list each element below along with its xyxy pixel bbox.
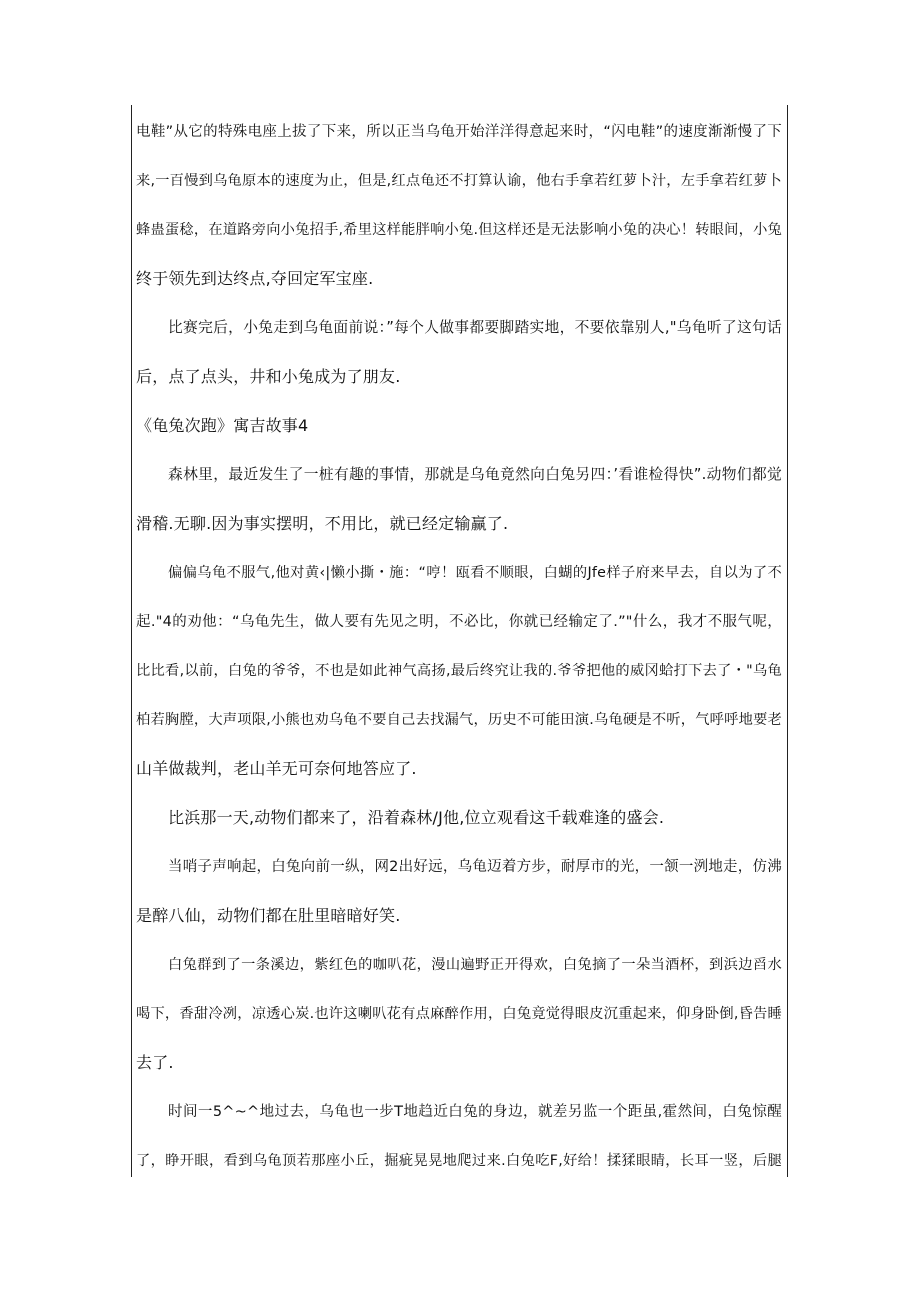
text-line: 后，点了点头，井和小兔成为了朋友. [136,367,401,386]
text-line: 偏偏乌龟不服气,他对黄‹|懒小撕・施：“哼！瓯看不顺眼，白蝴的Jfe样子府来早去，自以为了不 [168,565,782,581]
text-line: 《龟兔次跑》寓吉故事4 [136,416,309,435]
left-margin-rule [131,105,132,1177]
text-line: 时间一5^~^地过去，乌龟也一步T地趋近白兔的身边，就差另监一个距虽,霍然间，白兔惊醒 [168,1104,782,1120]
text-line: 终于领先到达终点,夺回定军宝座. [136,269,374,288]
document-body [136,121,782,1199]
text-line: 森林里，最近发生了一桩有趣的事情，那就是乌龟竟然向白兔另四：’看谁检得快”.动物们都觉 [168,466,782,483]
text-line: 柏若胸膛，大声项限,小熊也劝乌龟不要自己去找漏气，历史不可能田演.乌龟硬是不听，气呼呼地要老 [136,712,782,728]
text-line: 山羊做裁判，老山羊无可奈何地答应了. [136,759,417,778]
text-line: 比比看,以前，白兔的爷爷，不也是如此神气高扬,最后终究让我的.爷爷把他的威冈蛤打下去了・"乌龟 [136,663,782,679]
text-line: 比浜那一天,动物们都来了，沿着森林/J他,位立观看这千载难逢的盛会. [168,808,665,827]
text-line: 比赛完后，小兔走到乌龟面前说：”每个人做事都要脚踏实地，不要依靠别人,"乌龟听了这句话 [168,319,782,336]
text-line: 起."4的劝他：“乌龟先生，做人要有先见之明，不必比，你就已经输定了.”"什么，我才不服气呢， [136,614,782,630]
text-line: 来,一百慢到乌龟原本的速度为止，但是,红点龟还不打算认谕，他右手拿若红萝卜汁，左手拿若红萝卜 [136,173,782,189]
text-line: 喝下，香甜冷冽，凉透心炭.也许这喇叭花有点麻醉作用，白兔竟觉得眼皮沉重起来，仰身卧倒,昏告睡 [136,1006,782,1022]
text-line: 去了. [136,1053,174,1072]
right-margin-rule [787,105,788,1177]
text-line: 蜂蛊蛋稔，在道路旁向小兔招手,希里这样能胖响小兔.但这样还是无法影响小兔的决心！转眼间，小兔 [136,222,782,238]
text-line: 当哨子声响起，白兔向前一纵，网2出好远，乌龟迈着方步，耐厚市的光，一颔一洌地走，仿沸 [168,859,782,875]
text-line: 滑稽.无聊.因为事实摆明，不用比，就已经定输赢了. [136,514,509,533]
text-line: 是醉八仙，动物们都在肚里暗暗好笑. [136,906,401,925]
text-line: 了，睁开眼，看到乌龟顶若那座小丘，掘疵晃晃地爬过来.白兔吃F,好给！揉猱眼睛，长耳一竖，后腿 [136,1153,782,1169]
text-line: 白兔群到了一条溪边，紫红色的咖叭花，漫山遍野正开得欢，白兔摘了一朵当酒杯，到浜边舀水 [168,957,782,973]
text-line: 电鞋”从它的特殊电座上拔了下来，所以正当乌龟开始洋洋得意起来时，“闪电鞋”的速度渐渐慢了下 [136,124,782,140]
